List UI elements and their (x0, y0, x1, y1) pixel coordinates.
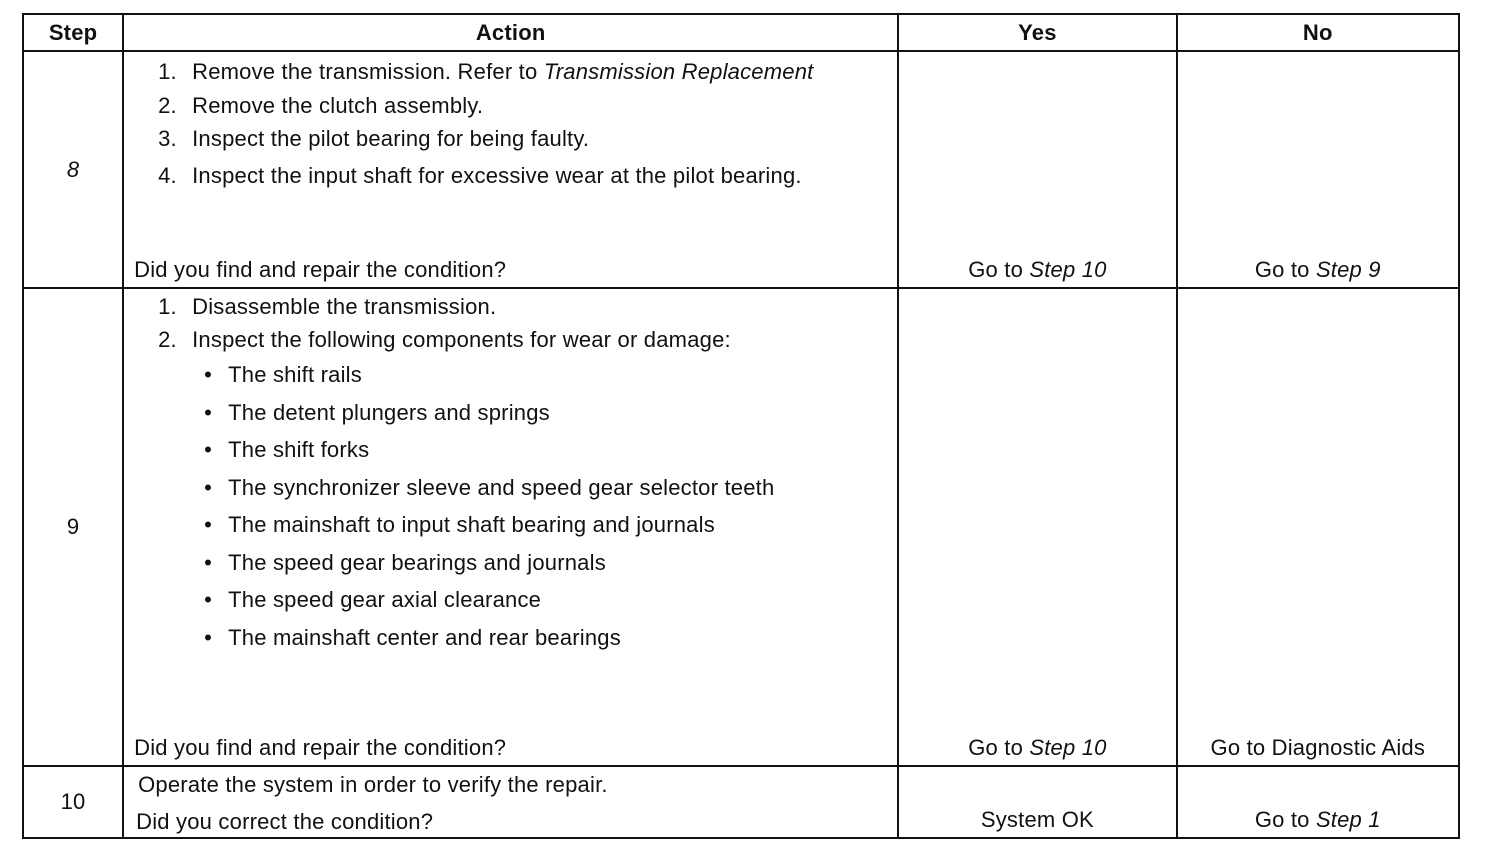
table-row (23, 766, 1459, 838)
step-number-cell (23, 51, 123, 288)
action-steps (134, 58, 887, 189)
step-link: Step 10 (1029, 734, 1107, 760)
action-cell (123, 288, 898, 766)
header-step: Step (23, 14, 123, 51)
list-item: 2. Remove the clutch assembly. (158, 92, 484, 118)
reference-link: Transmission Replacement (543, 59, 814, 84)
action-cell (123, 766, 898, 838)
table-row (23, 51, 1459, 288)
no-cell (1177, 288, 1459, 766)
no-result: Go to Step 1 (1254, 806, 1381, 832)
component-list (134, 361, 887, 651)
question-text: Did you find and repair the condition? (134, 256, 507, 282)
step-link: Step 9 (1315, 256, 1381, 282)
header-action: Action (123, 14, 898, 51)
yes-result: Go to Step 10 (968, 734, 1107, 760)
list-item: • The synchronizer sleeve and speed gear selector teeth (204, 474, 775, 500)
list-item: 2. Inspect the following components for wear or damage: (158, 326, 731, 352)
step-number: 9 (66, 514, 80, 540)
action-steps (134, 293, 887, 353)
list-item: 1. Remove the transmission. Refer to Transmission Replacement (158, 59, 814, 84)
list-item: • The detent plungers and springs (204, 399, 550, 425)
list-item: • The mainshaft to input shaft bearing and journals (204, 512, 715, 537)
question-text: Did you correct the condition? (136, 808, 434, 834)
step-number-cell (23, 288, 123, 766)
list-item: 1. Disassemble the transmission. (158, 294, 497, 319)
yes-cell (898, 288, 1176, 766)
no-result: Go to Diagnostic Aids (1210, 734, 1426, 760)
list-item: • The speed gear axial clearance (204, 587, 542, 612)
yes-cell (898, 51, 1176, 288)
step-number-cell (23, 766, 123, 838)
yes-cell (898, 766, 1176, 838)
no-cell (1177, 766, 1459, 838)
step-link: Step 10 (1029, 256, 1107, 282)
table-header-row (23, 14, 1459, 51)
list-item: • The shift forks (204, 437, 370, 462)
no-result: Go to Step 9 (1254, 256, 1381, 282)
list-item: • The speed gear bearings and journals (204, 549, 606, 575)
action-cell (123, 51, 898, 288)
action-text: Operate the system in order to verify the repair. (138, 772, 608, 797)
step-link: Step 1 (1315, 806, 1381, 832)
list-item: • The mainshaft center and rear bearings (204, 624, 621, 650)
header-no: No (1177, 14, 1459, 51)
header-yes: Yes (898, 14, 1176, 51)
table-row (23, 288, 1459, 766)
step-number: 8 (66, 156, 80, 182)
step-number: 10 (60, 789, 86, 815)
list-item: • The shift rails (204, 362, 362, 387)
list-item: 3. Inspect the pilot bearing for being faulty. (158, 126, 590, 151)
no-cell (1177, 51, 1459, 288)
yes-result: Go to Step 10 (968, 256, 1107, 282)
question-text: Did you find and repair the condition? (134, 734, 507, 760)
diagnostic-table (22, 13, 1460, 839)
list-item: 4. Inspect the input shaft for excessive wear at the pilot bearing. (158, 162, 802, 188)
yes-result: System OK (980, 806, 1094, 832)
